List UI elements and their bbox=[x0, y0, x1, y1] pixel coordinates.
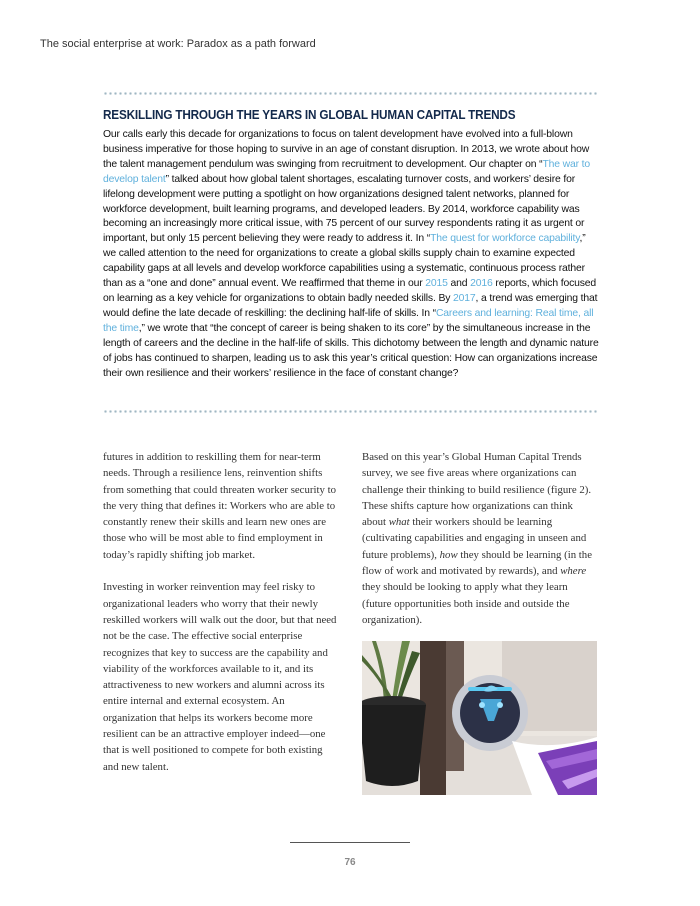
sidebar-text: ,” we wrote that “the concept of career is being shaken to its core” by the simultaneous increase in the length of careers and the decline in the half-life of skills. This dichotomy between the length and dynamic nature of jobs has continued to sharpen, leading us to ask this year’s critical question: How can organizations increase their own resilience and their workers’ resilience in the face of constant change? bbox=[103, 322, 599, 379]
link-2017-report[interactable]: 2017 bbox=[453, 292, 476, 304]
link-careers-and-learning[interactable]: Careers and learning: Real time, all the time bbox=[103, 307, 594, 334]
sidebar-body bbox=[103, 128, 599, 381]
link-2015-report[interactable]: 2015 bbox=[425, 278, 448, 290]
paragraph bbox=[362, 449, 598, 628]
sidebar-text: ” talked about how global talent shortages, escalating turnover costs, and workers’ desire for lifelong development were putting a spotlight on how organizations designed talent networks, planned for workforce development, built learning programs, and developed leaders. By 2014, workforce capability was becoming an increasingly more critical issue, with 75 percent of our survey respondents rating it as urgent or important, but only 15 percent believing they were ready to address it. In “ bbox=[103, 173, 585, 245]
sidebar-text: Our calls early this decade for organizations to focus on talent development have evolved into a full-blown business imperative for those hoping to survive in an age of constant disruption. In 2013, we wrote about how the talent management pendulum was swinging from recruitment to development. Our chapter on “ bbox=[103, 129, 590, 170]
sidebar-text: reports, which focused on learning as a key vehicle for organizations to obtain badly needed skills. By bbox=[103, 278, 597, 304]
sidebar-text: and bbox=[447, 278, 471, 290]
reskilling-sidebar bbox=[103, 108, 599, 381]
sidebar-heading: RESKILLING THROUGH THE YEARS IN GLOBAL HUMAN CAPITAL TRENDS bbox=[103, 108, 516, 122]
body-text: their workers should be learning (cultivating capabilities and engaging in unseen and future problems), bbox=[362, 516, 587, 561]
link-war-to-develop-talent[interactable]: The war to develop talent bbox=[103, 158, 591, 185]
page-number: 76 bbox=[344, 857, 356, 868]
right-column bbox=[362, 449, 598, 645]
paragraph: futures in addition to reskilling them for near-term needs. Through a resilience lens, reinvention shifts from something that could threaten worker security to the very thing that defines it: Workers who are able to constantly renew their skills and learn new ones are those who will be most able to find employment in today’s rapidly shifting job market. bbox=[103, 451, 336, 561]
emphasis-where: where bbox=[560, 565, 587, 578]
dotted-divider-bottom bbox=[103, 410, 597, 413]
sidebar-text: , a trend was emerging that would define the late decade of reskilling: the declining half-life of skills. In “ bbox=[103, 292, 598, 319]
emphasis-what: what bbox=[388, 516, 410, 529]
link-2016-report[interactable]: 2016 bbox=[470, 278, 493, 290]
body-text: Based on this year’s Global Human Capital Trends survey, we see five areas where organizations can challenge their thinking to build resilience (figure 2). These shifts capture how organizations can think about bbox=[362, 451, 592, 529]
sidebar-text: ,” we called attention to the need for organizations to create a global skills supply chain to examine expected capability gaps at all levels and develop workforce capabilities using a systematic, continuous process rather than as a “one and done” annual event. We reaffirmed that theme in our bbox=[103, 233, 586, 290]
paragraph: Investing in worker reinvention may feel risky to organizational leaders who worry that their newly reskilled workers will walk out the door, but that need not be the case. The effective social enterprise recognizes that key to success are the capability and viability of the workforces available to it, and its attractiveness to new workers and alumni across its entire internal and external ecosystem. An organization that helps its workers become more resilient can be an attractive employer indeed—one that is well positioned to compete for both existing and new talent. bbox=[103, 581, 337, 773]
body-text: they should be learning (in the flow of work and motivated by rewards), and bbox=[362, 548, 592, 578]
footer-rule bbox=[290, 842, 410, 843]
emphasis-how: how bbox=[439, 548, 458, 561]
body-text: they should be looking to apply what they learn (future opportunities both inside and outside the organization). bbox=[362, 581, 570, 626]
robot-with-plant-illustration bbox=[362, 641, 597, 795]
left-column bbox=[103, 449, 339, 791]
dotted-divider-top bbox=[103, 92, 597, 95]
running-header: The social enterprise at work: Paradox as a path forward bbox=[40, 38, 316, 50]
link-quest-for-workforce-capability[interactable]: The quest for workforce capability bbox=[430, 233, 580, 245]
